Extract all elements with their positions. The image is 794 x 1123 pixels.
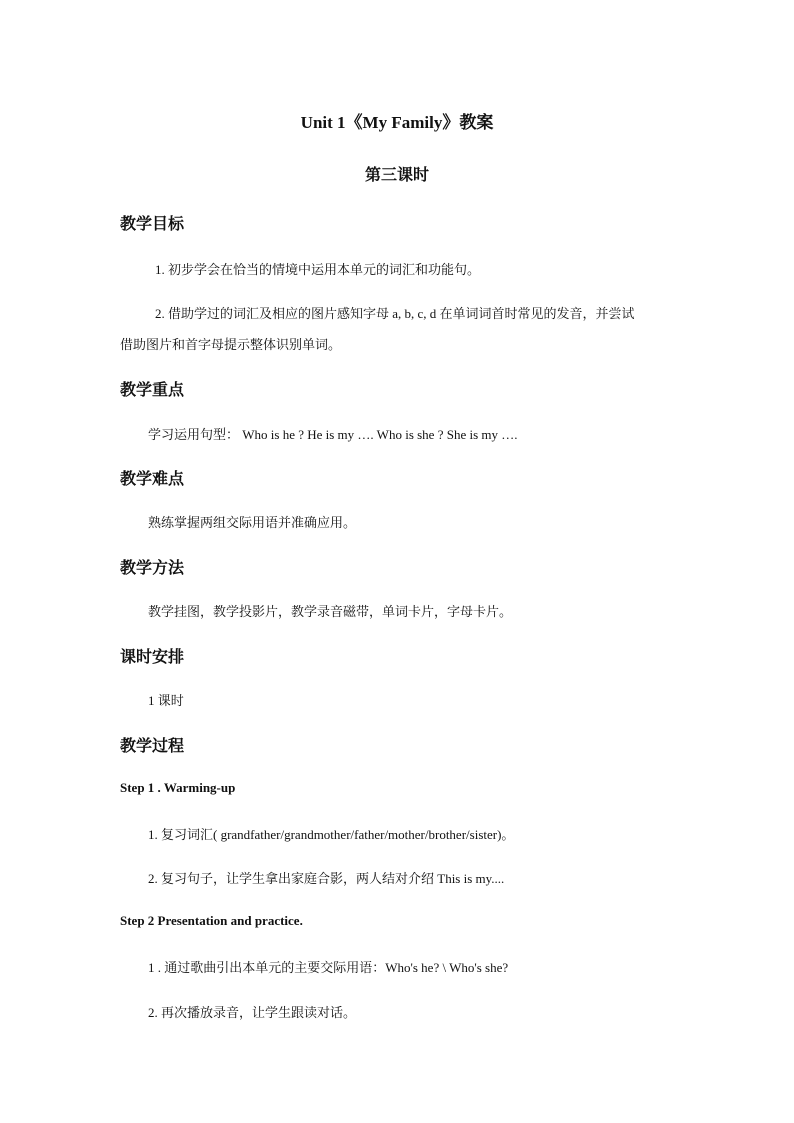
step-1-item-1: 1. 复习词汇( grandfather/grandmother/father/mother/brother/sister)。 (148, 827, 515, 842)
process-heading: 教学过程 (120, 738, 185, 755)
methods-text: 教学挂图，教学投影片，教学录音磁带，单词卡片，字母卡片。 (148, 604, 513, 619)
difficulties-text: 熟练掌握两组交际用语并准确应用。 (148, 515, 357, 530)
key-points-heading: 教学重点 (120, 382, 185, 399)
step-2-item-1: 1 . 通过歌曲引出本单元的主要交际用语：Who's he? \ Who's she? (148, 960, 509, 975)
step-2-item-2: 2. 再次播放录音，让学生跟读对话。 (148, 1005, 357, 1020)
objective-item-2-line-2: 借助图片和首字母提示整体识别单词。 (120, 337, 342, 352)
lesson-subtitle: 第三课时 (364, 167, 429, 184)
document-title: Unit 1《My Family》教案 (300, 113, 494, 132)
key-points-text: 学习运用句型： Who is he ? He is my …. Who is she ? She is my …. (148, 427, 518, 442)
objective-item-1: 1. 初步学会在恰当的情境中运用本单元的词汇和功能句。 (155, 262, 481, 277)
step-1-title: Step 1 . Warming-up (120, 780, 236, 795)
schedule-heading: 课时安排 (120, 649, 185, 666)
objective-item-2-line-1: 2. 借助学过的词汇及相应的图片感知字母 a, b, c, d 在单词词首时常见的发音，并尝试 (155, 306, 635, 321)
step-1-item-2: 2. 复习句子，让学生拿出家庭合影，两人结对介绍 This is my.... (148, 871, 505, 886)
methods-heading: 教学方法 (120, 560, 185, 577)
difficulties-heading: 教学难点 (120, 471, 185, 488)
step-2-title: Step 2 Presentation and practice. (120, 913, 303, 928)
objectives-heading: 教学目标 (120, 216, 185, 233)
schedule-text: 1 课时 (148, 693, 184, 708)
